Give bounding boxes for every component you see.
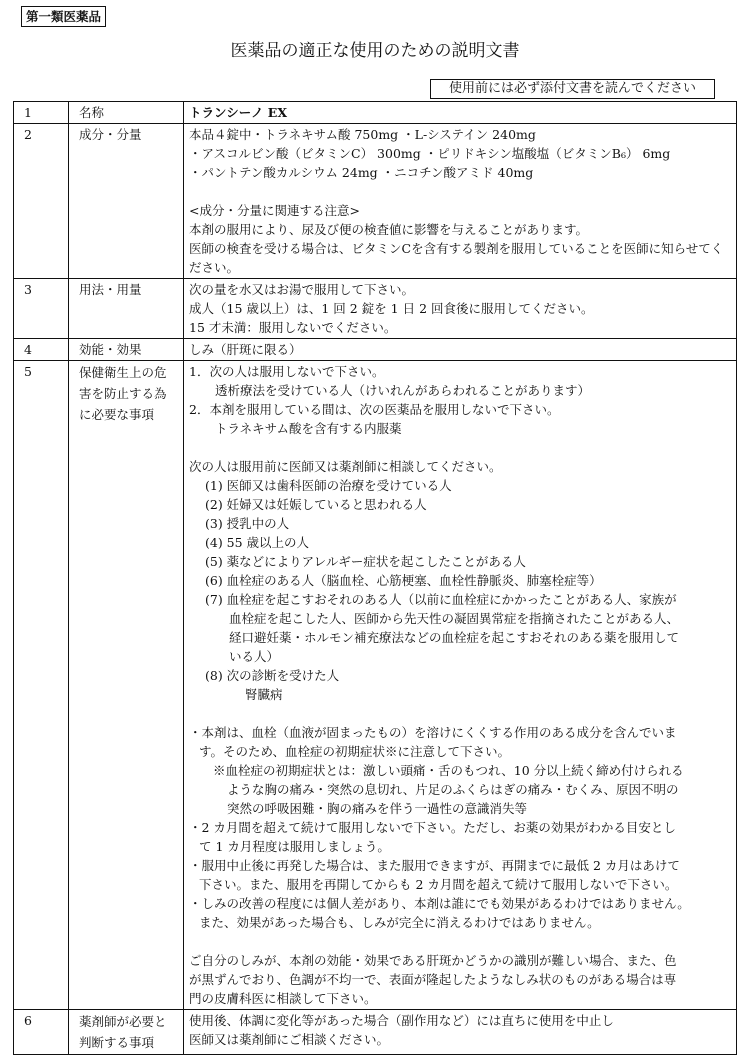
ingredient-line: ・アスコルビン酸（ビタミンC） 300mg ・ピリドキシン塩酸塩（ビタミンB₆） 6mg	[189, 146, 671, 161]
closing-text: ご自分のしみが、本剤の効能・効果である肝斑かどうかの識別が難しい場合、また、色	[189, 953, 677, 968]
consultation-item-cont: いる人）	[229, 649, 280, 664]
row-label: 名称	[69, 102, 184, 124]
row-number: 4	[14, 339, 69, 361]
row-number: 2	[14, 124, 69, 279]
row-number: 3	[14, 279, 69, 339]
table-row-pharmacist	[14, 1010, 737, 1055]
row-number: 5	[14, 361, 69, 1010]
consultation-item: (6) 血栓症のある人（脳血栓、心筋梗塞、血栓性静脈炎、肺塞栓症等）	[205, 573, 602, 588]
caution-bullet-cont: 下さい。また、服用を再開してからも 2 カ月間を超えて続けて服用しないで下さい。	[199, 877, 678, 892]
row-label: 成分・分量	[69, 124, 184, 279]
caution-bullet: ・服用中止後に再発した場合は、また服用できますが、再開までに最低 2 カ月はあけて	[189, 858, 680, 873]
table-row-ingredients	[14, 124, 737, 279]
row-number: 6	[14, 1010, 69, 1055]
caution-bullet-cont: て 1 カ月程度は服用しましょう。	[199, 839, 390, 854]
consultation-intro: 次の人は服用前に医師又は薬剤師に相談してください。	[189, 459, 502, 474]
row-content	[184, 279, 737, 339]
row-number: 1	[14, 102, 69, 124]
pharmacist-note: 使用後、体調に変化等があった場合（副作用など）には直ちに使用を中止し	[189, 1013, 614, 1028]
table-row-dosage	[14, 279, 737, 339]
caution-bullet: ・本剤は、血栓（血液が固まったもの）を溶けにくくする作用のある成分を含んでいま	[189, 725, 677, 740]
ingredient-line: ・パントテン酸カルシウム 24mg ・ニコチン酸アミド 40mg	[189, 165, 534, 180]
ingredient-line: 本品４錠中・トラネキサム酸 750mg ・L-システイン 240mg	[189, 127, 536, 142]
row-label: 用法・用量	[69, 279, 184, 339]
caution-bullet-cont: す。そのため、血栓症の初期症状※に注意して下さい。	[199, 744, 511, 759]
row-label-line: に必要な事項	[79, 407, 155, 422]
closing-text: が黒ずんでおり、色調が不均一で、表面が隆起したようなしみ状のものがある場合は専	[189, 972, 677, 987]
pharmacist-note: 医師又は薬剤師にご相談ください。	[189, 1032, 390, 1047]
consultation-item: (4) 55 歳以上の人	[205, 535, 310, 550]
table-row-efficacy	[14, 339, 737, 361]
document-title: 医薬品の適正な使用のための説明文書	[230, 41, 520, 61]
row-content	[184, 339, 737, 361]
consultation-item: (8) 次の診断を受けた人	[205, 668, 340, 683]
dosage-line: 15 才未満：服用しないでください。	[189, 320, 397, 335]
ingredient-note-text: 医師の検査を受ける場合は、ビタミンCを含有する製剤を服用していることを医師に知らせてください。	[189, 241, 724, 275]
efficacy-text: しみ（肝斑に限る）	[189, 342, 302, 357]
consultation-item-cont: 血栓症を起こした人、医師から先天性の凝固異常症を指摘されたことがある人、	[229, 611, 680, 626]
row-label-line: 薬剤師が必要と	[79, 1014, 167, 1029]
row-label	[69, 361, 184, 1010]
ingredient-note-heading: <成分・分量に関連する注意>	[189, 203, 360, 218]
consultation-item: (7) 血栓症を起こすおそれのある人（以前に血栓症にかかったことがある人、家族が	[205, 592, 677, 607]
consultation-item: (3) 授乳中の人	[205, 516, 290, 531]
drug-category-tag: 第一類医薬品	[21, 6, 106, 27]
dosage-line: 成人（15 歳以上）は、1 回 2 錠を 1 日 2 回食後に服用してください。	[189, 301, 594, 316]
ingredient-note-text: 本剤の服用により、尿及び便の検査値に影響を与えることがあります。	[189, 222, 589, 237]
row-label-line: 判断する事項	[79, 1035, 155, 1050]
caution-bullet: ・しみの改善の程度には個人差があり、本剤は誰にでも効果があるわけではありません。	[189, 896, 690, 911]
prohibition-subitem: トラネキサム酸を含有する内服薬	[215, 421, 402, 436]
symptom-note-cont: 突然の呼吸困難・胸の痛みを伴う一過性の意識消失等	[227, 801, 528, 816]
consultation-subitem: 腎臓病	[245, 687, 283, 702]
table-row-name	[14, 102, 737, 124]
table-row-precautions	[14, 361, 737, 1010]
prohibition-item: 1．次の人は服用しないで下さい。	[189, 364, 385, 379]
row-content	[184, 124, 737, 279]
caution-bullet-cont: また、効果があった場合も、しみが完全に消えるわけではありません。	[199, 915, 600, 930]
row-label-line: 害を防止する為	[79, 386, 167, 401]
row-content	[184, 102, 737, 124]
caution-bullet: ・2 カ月間を超えて続けて服用しないで下さい。ただし、お薬の効果がわかる目安とし	[189, 820, 676, 835]
dosage-line: 次の量を水又はお湯で服用して下さい。	[189, 282, 415, 297]
consultation-item: (1) 医師又は歯科医師の治療を受けている人	[205, 478, 452, 493]
prohibition-item: 2．本剤を服用している間は、次の医薬品を服用しないで下さい。	[189, 402, 560, 417]
read-package-insert-notice: 使用前には必ず添付文書を読んでください	[430, 79, 715, 99]
drug-info-table	[13, 101, 737, 1055]
symptom-note-cont: ような胸の痛み・突然の息切れ、片足のふくらはぎの痛み・むくみ、原因不明の	[227, 782, 679, 797]
row-label: 効能・効果	[69, 339, 184, 361]
consultation-item-cont: 経口避妊薬・ホルモン補充療法などの血栓症を起こすおそれのある薬を服用して	[229, 630, 680, 645]
closing-text: 門の皮膚科医に相談して下さい。	[189, 991, 377, 1006]
consultation-item: (2) 妊婦又は妊娠していると思われる人	[205, 497, 427, 512]
row-content	[184, 361, 737, 1010]
row-label	[69, 1010, 184, 1055]
product-name: トランシーノ EX	[189, 105, 288, 120]
consultation-item: (5) 薬などによりアレルギー症状を起こしたことがある人	[205, 554, 526, 569]
row-content	[184, 1010, 737, 1055]
row-label-line: 保健衛生上の危	[79, 365, 167, 380]
symptom-note: ※血栓症の初期症状とは：激しい頭痛・舌のもつれ、10 分以上続く締め付けられる	[213, 763, 684, 778]
prohibition-subitem: 透析療法を受けている人（けいれんがあらわれることがあります）	[215, 383, 591, 398]
